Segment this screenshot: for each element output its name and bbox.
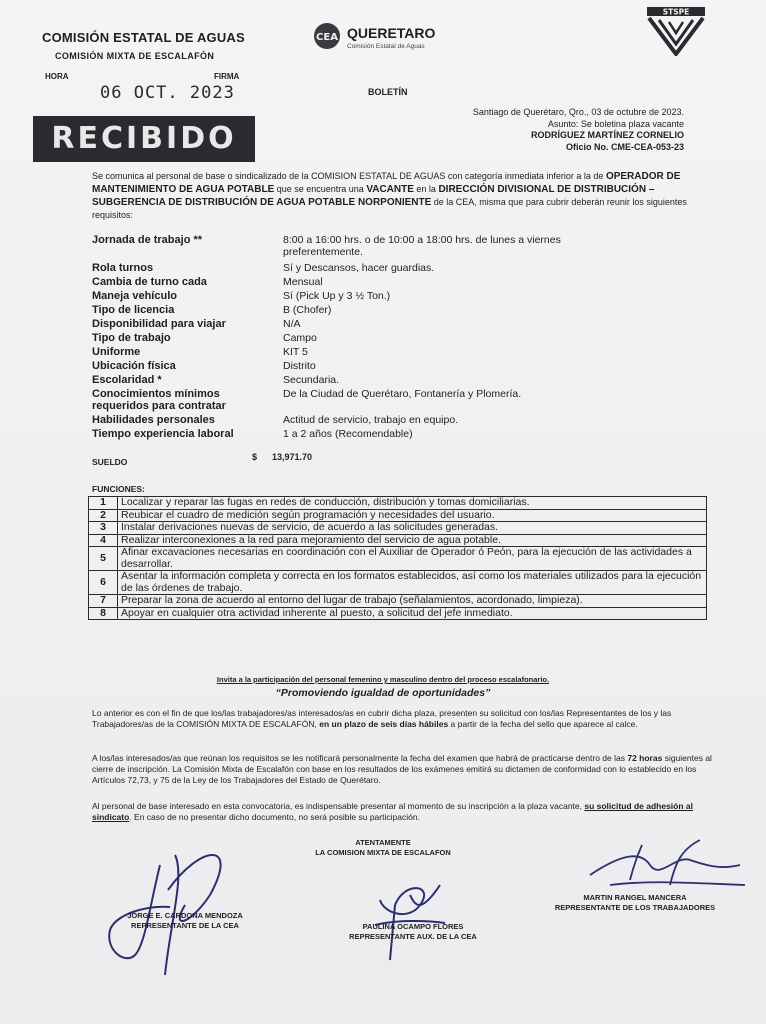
org-name: COMISIÓN ESTATAL DE AGUAS	[42, 30, 245, 45]
req-value: 8:00 a 16:00 hrs. o de 10:00 a 18:00 hrs. de lunes a viernes preferentemente.	[283, 234, 561, 258]
signer-name: PAULINA OCAMPO FLORES	[362, 922, 464, 931]
signer-name: JORGE E. CARDONA MENDOZA	[127, 911, 243, 920]
boletin-title: BOLETÍN	[368, 87, 408, 97]
signature-right	[580, 835, 750, 900]
table-row	[89, 547, 707, 571]
intro-text: de la CEA, misma que para cubrir deberán reunir los siguientes requisitos:	[92, 197, 687, 220]
function-number: 5	[89, 547, 118, 571]
recipient-name: RODRÍGUEZ MARTÍNEZ CORNELIO	[531, 130, 684, 140]
para-text: A los/las interesados/as que reúnan los requisitos se les notificará personalmente la fecha del examen que habrá de practicarse dentro de las	[92, 753, 628, 763]
req-value: KIT 5	[283, 346, 308, 358]
union-logo-icon	[645, 6, 707, 56]
org-subtitle: COMISIÓN MIXTA DE ESCALAFÓN	[55, 51, 215, 61]
qro-name: QUERETARO	[347, 25, 436, 41]
function-text: Asentar la información completa y correcta en los formatos establecidos, así como los materiales utilizados para la ejecución de las órdenes de trabajo.	[118, 571, 707, 595]
function-text: Reubicar el cuadro de medición según programación y necesidades del usuario.	[118, 509, 707, 522]
paragraph-union	[92, 801, 714, 823]
intro-division: DIRECCIÓN DIVISIONAL DE DISTRIBUCIÓN – SUBGERENCIA DE DISTRIBUCIÓN DE AGUA POTABLE NORPONIENTE	[92, 184, 655, 208]
table-row	[89, 497, 707, 510]
intro-position: OPERADOR DE MANTENIMIENTO DE AGUA POTABLE	[92, 171, 681, 195]
oficio-number: Oficio No. CME-CEA-053-23	[565, 141, 684, 152]
function-text: Preparar la zona de acuerdo al entorno del lugar de trabajo (señalamientos, acordonado, limpieza).	[118, 595, 707, 608]
req-value: Actitud de servicio, trabajo en equipo.	[283, 414, 459, 426]
req-label: Uniforme	[92, 346, 141, 358]
req-label: Tiempo experiencia laboral	[92, 428, 234, 440]
qro-subtitle: Comisión Estatal de Aguas	[347, 43, 425, 50]
req-value: Campo	[283, 332, 317, 344]
sueldo-value: $ 13,971.70	[252, 452, 313, 462]
signature-left	[90, 835, 260, 985]
union-logo-text: STSPE	[662, 7, 690, 17]
function-text: Instalar derivaciones nuevas de servicio, de acuerdo a las solicitudes generadas.	[118, 522, 707, 535]
function-number: 1	[89, 497, 118, 510]
signer-name: MARTIN RANGEL MANCERA	[583, 893, 687, 902]
function-number: 8	[89, 607, 118, 620]
table-row	[89, 534, 707, 547]
place-date: Santiago de Querétaro, Qro., 03 de octubre de 2023.	[472, 107, 684, 117]
req-value: Sí y Descansos, hacer guardias.	[283, 262, 435, 274]
req-label: Ubicación física	[92, 360, 176, 372]
function-number: 7	[89, 595, 118, 608]
req-label: Disponibilidad para viajar	[92, 318, 226, 330]
intro-text: que se encuentra una	[274, 184, 367, 194]
req-label: Cambia de turno cada	[92, 276, 207, 288]
para-bold: 72 horas	[627, 753, 663, 763]
req-value: 1 a 2 años (Recomendable)	[283, 428, 413, 440]
signer-role: REPRESENTANTE AUX. DE LA CEA	[349, 932, 477, 941]
req-label: Jornada de trabajo **	[92, 234, 203, 246]
intro-paragraph	[92, 170, 688, 221]
para-text: siguientes al cierre de inscripción. La Comisión Mixta de Escalafón con base en los resultados de los exámenes emitirá su dictamen de conformidad con lo establecido en los Artículos 72,73, y 75 de la Ley de los Trabajadores del Estado de Querétaro.	[92, 753, 712, 785]
commission-name: LA COMISION MIXTA DE ESCALAFON	[315, 848, 451, 857]
table-row	[89, 571, 707, 595]
signer-center	[318, 922, 508, 942]
paragraph-exam	[92, 753, 714, 786]
req-value: B (Chofer)	[283, 304, 332, 316]
para-text: . En caso de no presentar dicho documento, no será posible su participación.	[129, 812, 420, 822]
function-text: Localizar y reparar las fugas en redes de conducción, distribución y tomas domiciliarias.	[118, 497, 707, 510]
req-label: Rola turnos	[92, 262, 154, 274]
invitation-line: Invita a la participación del personal femenino y masculino dentro del proceso escalafonario.	[216, 675, 550, 684]
function-number: 6	[89, 571, 118, 595]
req-value: Distrito	[283, 360, 316, 372]
table-row	[89, 509, 707, 522]
req-value: Mensual	[283, 276, 323, 288]
para-bold: en un plazo de seis días hábiles	[319, 719, 449, 729]
req-label: Maneja vehículo	[92, 290, 177, 302]
para-bold: su solicitud de adhesión al sindicato	[92, 801, 693, 822]
firma-label: FIRMA	[214, 72, 240, 81]
svg-text:CEA: CEA	[316, 32, 338, 43]
intro-text: en la	[413, 184, 439, 194]
req-label: Tipo de licencia	[92, 304, 175, 316]
para-text: Lo anterior es con el fin de que los/las trabajadores/as interesados/as en cubrir dicha plaza, presenten su solicitud con los/las Representantes de los y las Trabajadores/as de la COMISIÓN MIXTA DE ESCALAFÓN,	[92, 708, 672, 729]
req-value: N/A	[283, 318, 301, 330]
table-row	[89, 522, 707, 535]
req-value: Secundaria.	[283, 374, 340, 386]
equality-slogan: “Promoviendo igualdad de oportunidades”	[275, 687, 491, 699]
function-text: Afinar excavaciones necesarias en coordinación con el Auxiliar de Operador ó Peón, para la ejecución de las actividades a desarrollar.	[118, 547, 707, 571]
sueldo-label: SUELDO	[92, 457, 128, 467]
function-number: 4	[89, 534, 118, 547]
intro-text: Se comunica al personal de base o sindicalizado de la COMISION ESTATAL DE AGUAS con categoría inmediata inferior a la de	[92, 171, 606, 181]
stamp-date: 06 OCT. 2023	[100, 83, 235, 103]
intro-vacante: VACANTE	[366, 184, 414, 195]
function-number: 3	[89, 522, 118, 535]
signer-role: REPRESENTANTE DE LOS TRABAJADORES	[554, 903, 716, 912]
req-label: Conocimientos mínimos requeridos para contratar	[92, 388, 226, 412]
req-label: Habilidades personales	[92, 414, 215, 426]
para-text: Al personal de base interesado en esta convocatoria, es indispensable presentar al momento de su inscripción a la plaza vacante,	[92, 801, 585, 811]
function-number: 2	[89, 509, 118, 522]
para-text: a partir de la fecha del sello que aparece al calce.	[448, 719, 638, 729]
paragraph-deadline	[92, 708, 714, 730]
table-row	[89, 595, 707, 608]
funciones-label: FUNCIONES:	[92, 484, 145, 494]
address-block	[473, 107, 684, 153]
req-label: Escolaridad *	[92, 374, 162, 386]
signer-left	[100, 911, 270, 931]
signer-right	[535, 893, 735, 913]
table-row	[89, 607, 707, 620]
req-label: Tipo de trabajo	[92, 332, 171, 344]
atentamente: ATENTAMENTE	[355, 838, 411, 847]
function-text: Apoyar en cualquier otra actividad inherente al puesto, a solicitud del jefe inmediato.	[118, 607, 707, 620]
functions-table	[88, 496, 707, 620]
hora-label: HORA	[45, 72, 69, 81]
req-value: Sí (Pick Up y 3 ½ Ton.)	[283, 290, 391, 302]
req-value: De la Ciudad de Querétaro, Fontanería y Plomería.	[283, 388, 522, 400]
received-stamp: RECIBIDO	[33, 116, 255, 162]
function-text: Realizar interconexiones a la red para mejoramiento del servicio de agua potable.	[118, 534, 707, 547]
asunto: Asunto: Se boletina plaza vacante	[547, 118, 684, 129]
signer-role: REPRESENTANTE DE LA CEA	[131, 921, 239, 930]
